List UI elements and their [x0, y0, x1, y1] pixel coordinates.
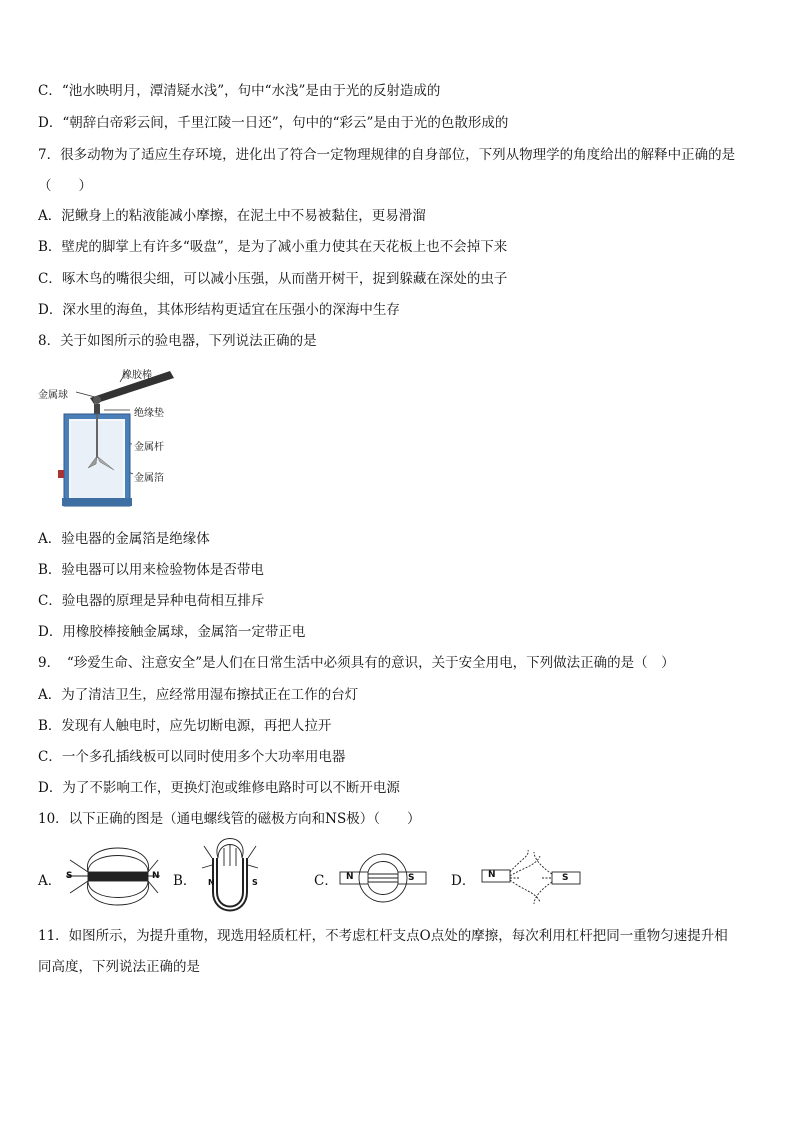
magnet-d-pole-n: N [488, 870, 496, 880]
magnet-b-pole-s: S [252, 878, 258, 887]
question-7-bracket: （ ） [38, 178, 92, 194]
magnet-b-diagram [202, 839, 258, 909]
option-a-q9: A．为了清洁卫生，应经常用湿布擦拭正在工作的台灯 [38, 687, 359, 703]
question-8: 8．关于如图所示的验电器，下列说法正确的是 [38, 333, 317, 349]
magnet-option-d-label: D． [451, 873, 476, 889]
option-c-q6: C．“池水映明月，潭清疑水浅”，句中“水浅”是由于光的反射造成的 [38, 83, 441, 99]
option-c-q7: C．啄木鸟的嘴很尖细，可以减小压强，从而凿开树干，捉到躲藏在深处的虫子 [38, 271, 508, 287]
option-b-q7: B．壁虎的脚掌上有许多“吸盘”，是为了减小重力使其在天花板上也不会掉下来 [38, 239, 508, 255]
magnet-a-pole-n: N [152, 871, 160, 881]
question-11-cont: 同高度，下列说法正确的是 [38, 959, 200, 975]
label-metal-foil: 金属箔 [134, 473, 164, 484]
label-insulating-pad: 绝缘垫 [134, 408, 164, 419]
magnet-option-a-label: A． [38, 873, 62, 889]
option-b-q9: B．发现有人触电时，应先切断电源，再把人拉开 [38, 718, 332, 734]
question-7: 7．很多动物为了适应生存环境，进化出了符合一定物理规律的自身部位，下列从物理学的角度给出的解释中正确的是 [38, 147, 736, 163]
magnet-option-b-label: B． [173, 873, 197, 889]
option-c-q8: C．验电器的原理是异种电荷相互排斥 [38, 593, 265, 609]
magnet-a-pole-s: S [66, 871, 73, 881]
magnet-b-pole-n: N [208, 878, 215, 887]
option-a-q8: A．验电器的金属箔是绝缘体 [38, 531, 210, 547]
magnet-option-c-label: C． [314, 873, 338, 889]
label-metal-ball: 金属球 [38, 390, 68, 401]
magnet-c-pole-n: N [346, 872, 354, 882]
option-c-q9: C．一个多孔插线板可以同时使用多个大功率用电器 [38, 749, 346, 765]
option-a-q7: A．泥鳅身上的粘液能减小摩擦，在泥土中不易被黏住，更易滑溜 [38, 208, 426, 224]
question-9: 9． “珍爱生命、注意安全”是人们在日常生活中必须具有的意识，关于安全用电，下列做法正确的是（ ） [38, 655, 675, 671]
question-11: 11．如图所示，为提升重物，现选用轻质杠杆，不考虑杠杆支点O点处的摩擦，每次利用杠杆把同一重物匀速提升相 [38, 928, 728, 944]
label-rubber-rod: 橡胶棒 [122, 370, 152, 381]
magnet-a-diagram [66, 848, 160, 905]
option-d-q6: D．“朝辞白帝彩云间，千里江陵一日还”，句中的“彩云”是由于光的色散形成的 [38, 115, 509, 131]
magnet-d-pole-s: S [562, 873, 569, 883]
question-10: 10．以下正确的图是（通电螺线管的磁极方向和NS极）（ ） [38, 811, 421, 827]
label-metal-rod: 金属杆 [134, 442, 164, 453]
option-d-q9: D．为了不影响工作，更换灯泡或维修电路时可以不断开电源 [38, 780, 400, 796]
option-d-q8: D．用橡胶棒接触金属球，金属箔一定带正电 [38, 624, 306, 640]
magnet-c-pole-s: S [408, 873, 415, 883]
option-d-q7: D．深水里的海鱼，其体形结构更适宜在压强小的深海中生存 [38, 302, 400, 318]
option-b-q8: B．验电器可以用来检验物体是否带电 [38, 562, 264, 578]
